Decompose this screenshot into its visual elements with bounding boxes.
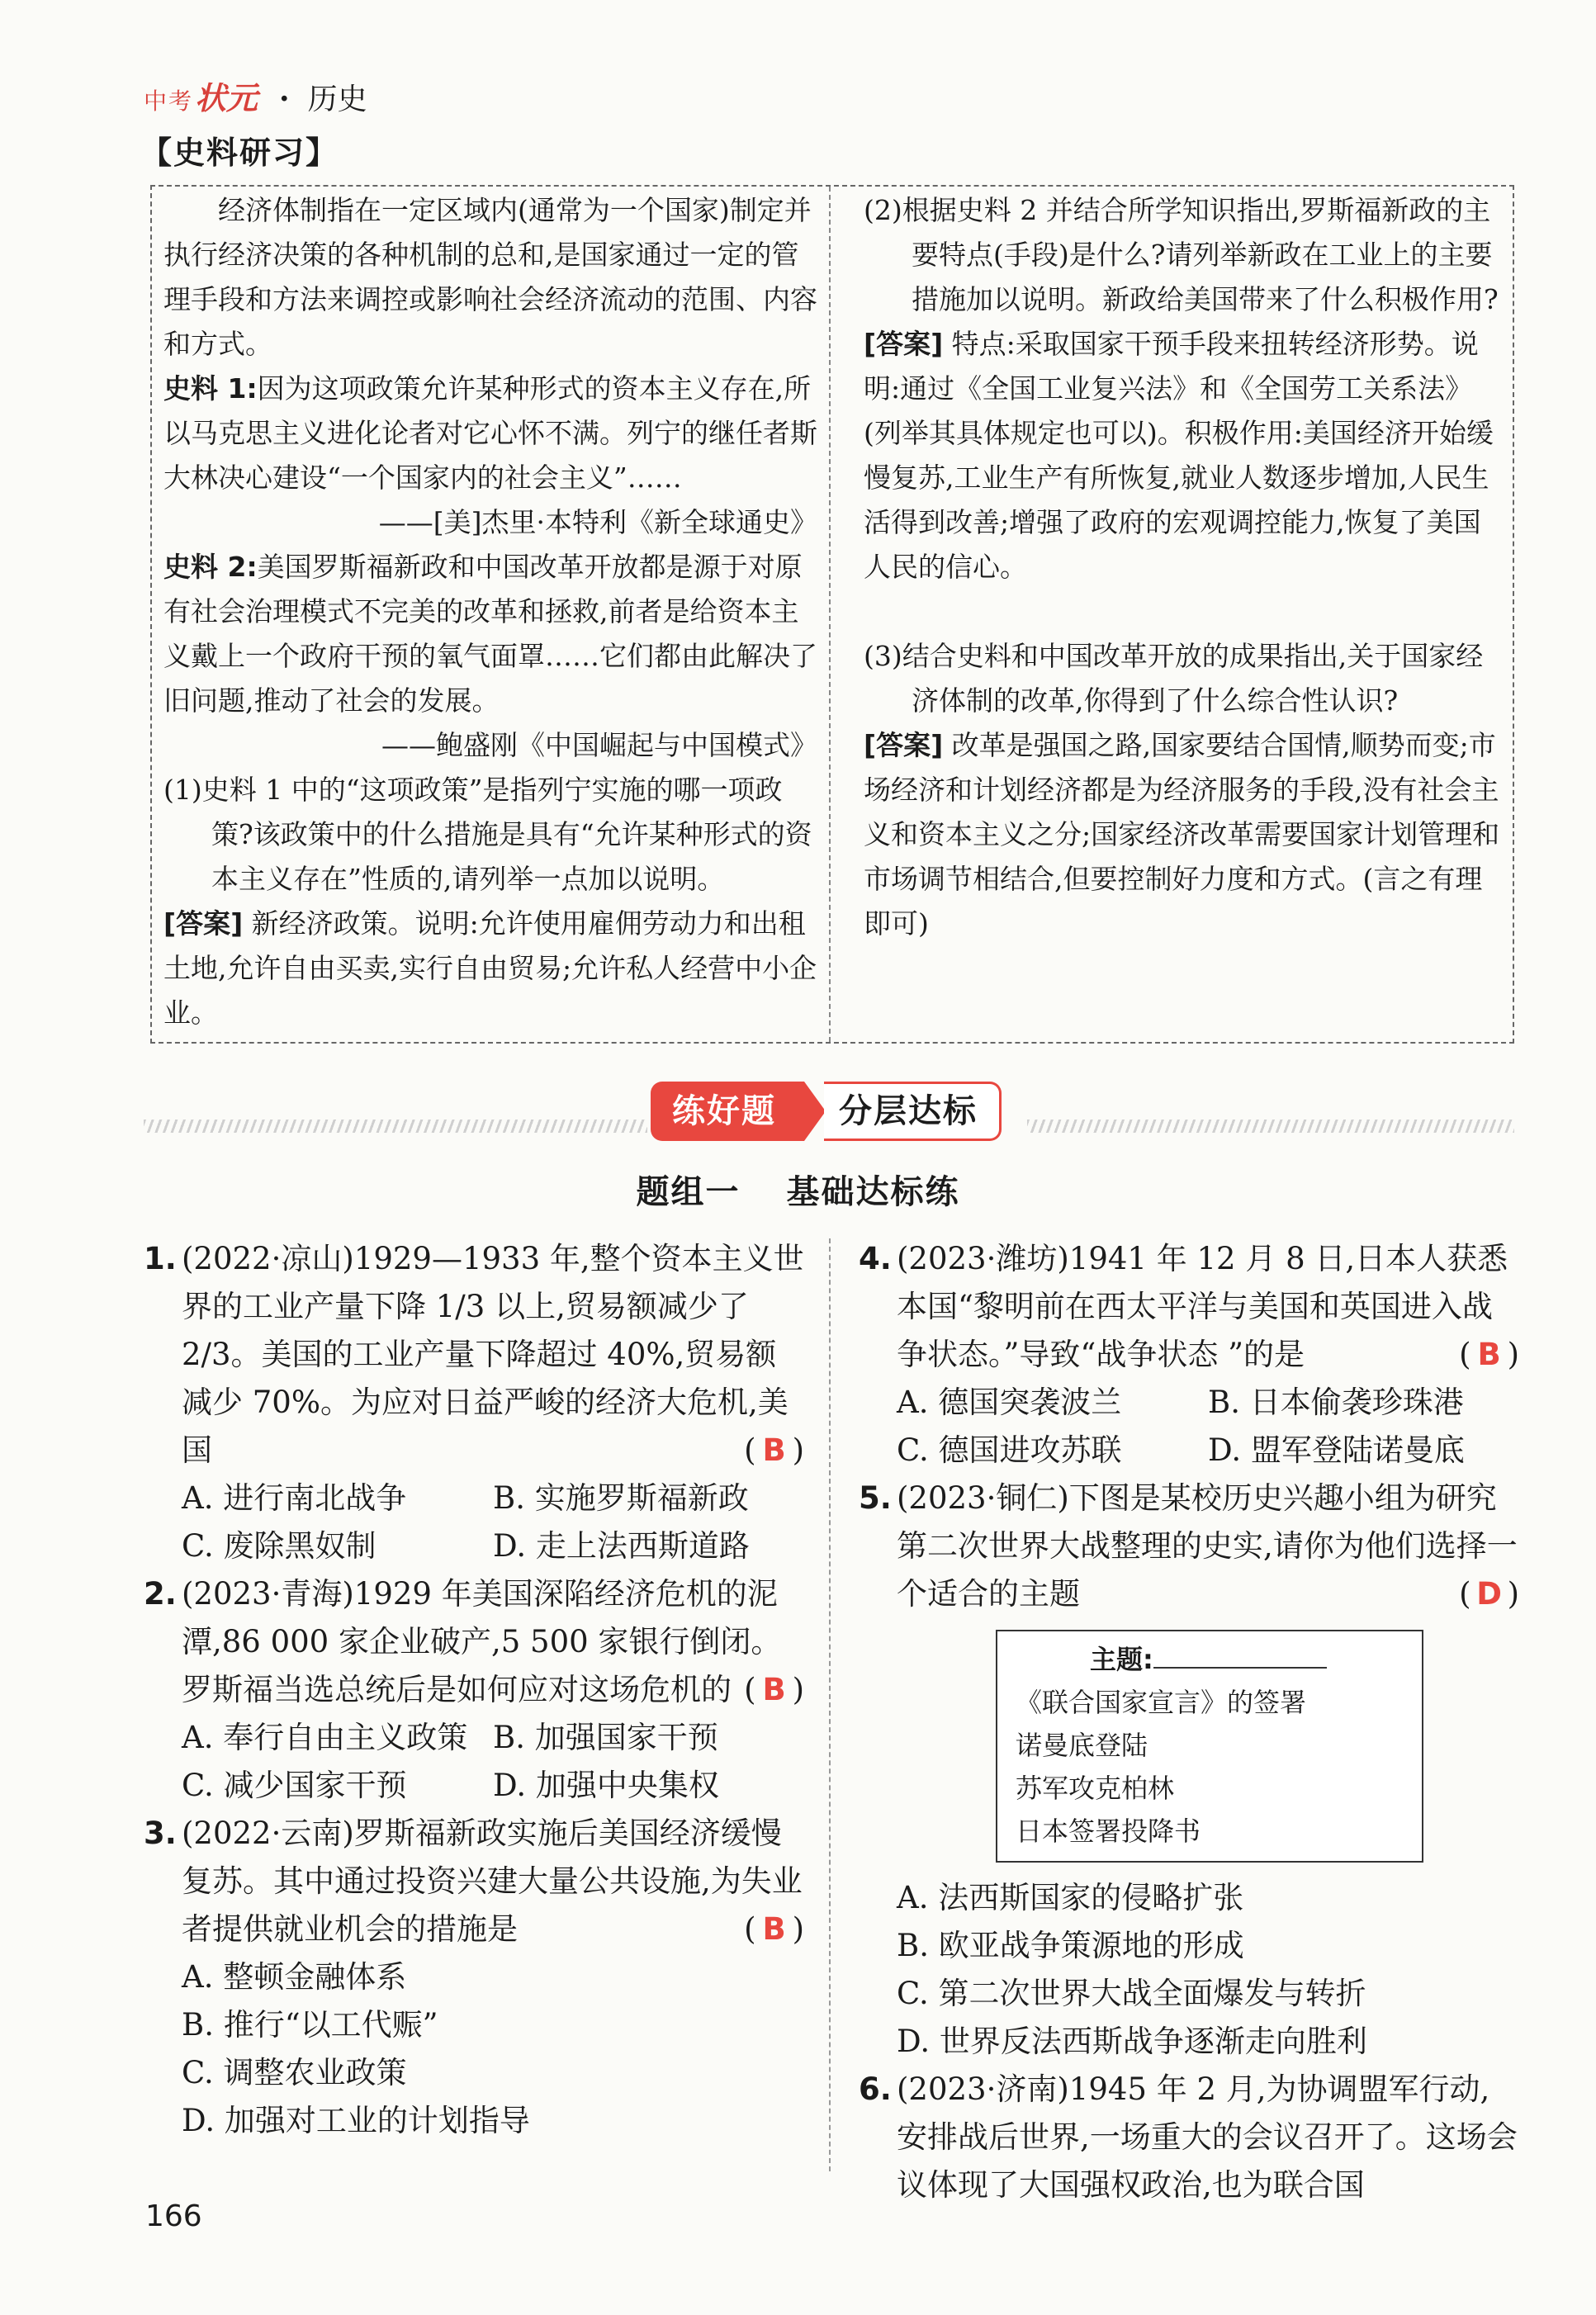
brand-small: 中考 — [144, 88, 194, 115]
option: B. 实施罗斯福新政 — [493, 1480, 749, 1516]
subject-title: 历史 — [307, 83, 367, 116]
brand-logo: 状元 — [195, 80, 258, 116]
theme-item: 日本签署投降书 — [1016, 1816, 1201, 1847]
question-3: (3)结合史料和中国改革开放的成果指出,关于国家经济体制的改革,你得到了什么综合性认识? — [864, 640, 1484, 717]
option: D. 走上法西斯道路 — [493, 1528, 750, 1564]
material-2-text: 美国罗斯福新政和中国改革开放都是源于对原有社会治理模式不完美的改革和拯救,前者是给资本主义戴上一个政府干预的氧气面罩……它们都由此解决了旧问题,推动了社会的发展。 — [163, 551, 817, 717]
material-1-label: 史料 1: — [163, 372, 258, 405]
option: B. 欧亚战争策源地的形成 — [897, 1928, 1244, 1963]
options — [859, 1874, 1519, 2066]
group-title — [0, 1166, 1596, 1213]
question-number: 6. — [859, 2071, 892, 2107]
question-number: 1. — [144, 1241, 177, 1276]
answer-tag: [答案] — [163, 907, 244, 940]
option: C. 减少国家干预 — [182, 1768, 407, 1803]
options — [144, 1714, 804, 1810]
theme-item: 诺曼底登陆 — [1016, 1730, 1148, 1761]
question-text: (2023·潍坊)1941 年 12 月 8 日,日本人获悉本国“黎明前在西太平洋与美国和英国进入战争状态。”导致“战争状态 ”的是 — [897, 1241, 1508, 1372]
question-item — [859, 1475, 1519, 1618]
theme-item: 《联合国家宣言》的签署 — [1016, 1687, 1307, 1718]
option: A. 法西斯国家的侵略扩张 — [897, 1880, 1244, 1915]
answer-3 — [864, 723, 1506, 946]
options — [859, 1379, 1519, 1475]
answer-slot: ( B ) — [744, 1666, 804, 1714]
option: C. 调整农业政策 — [182, 2055, 407, 2090]
answer-letter: B — [762, 1672, 786, 1707]
answer-letter: B — [1477, 1337, 1501, 1372]
page-header — [144, 73, 367, 118]
answer-2-text: 特点:采取国家干预手段来扭转经济形势。说明:通过《全国工业复兴法》和《全国劳工关系法》(列举其具体规定也可以)。积极作用:美国经济开始缓慢复苏,工业生产有所恢复,就业人数逐步增加,人民生活得到改善;增强了政府的宏观调控能力,恢复了美国人民的信心。 — [864, 328, 1494, 583]
answer-letter: D — [1476, 1576, 1502, 1612]
option: C. 第二次世界大战全面爆发与转折 — [897, 1976, 1366, 2011]
question-1: (1)史料 1 中的“这项政策”是指列宁实施的哪一项政策?该政策中的什么措施是具有“允许某种形式的资本主义存在”性质的,请列举一点加以说明。 — [163, 774, 812, 895]
answer-1 — [163, 902, 817, 1035]
practice-banner — [651, 1080, 1002, 1143]
question-number: 4. — [859, 1241, 892, 1276]
question-text: (2023·青海)1929 年美国深陷经济危机的泥潭,86 000 家企业破产,5 500 家银行倒闭。罗斯福当选总统后是如何应对这场危机的 — [182, 1576, 782, 1707]
answer-slot: ( B ) — [744, 1905, 804, 1953]
answer-slot: ( D ) — [1459, 1570, 1519, 1618]
page-number: 166 — [145, 2199, 202, 2233]
decorative-stripe-right — [1027, 1120, 1514, 1133]
question-number: 5. — [859, 1480, 892, 1516]
question-text: (2022·凉山)1929—1933 年,整个资本主义世界的工业产量下降 1/3 以上,贸易额减少了 2/3。美国的工业产量下降超过 40%,贸易额减少 70%。为应对日益严峻的经济大危机,美国 — [182, 1241, 804, 1468]
question-item — [144, 1570, 804, 1714]
questions-left-column — [144, 1235, 804, 2145]
question-text: (2023·济南)1945 年 2 月,为协调盟军行动,安排战后世界,一场重大的会议召开了。这场会议体现了大国强权政治,也为联合国 — [897, 2071, 1518, 2203]
question-item — [144, 1235, 804, 1475]
option: A. 德国突袭波兰 — [897, 1385, 1122, 1420]
answer-letter: B — [762, 1432, 786, 1468]
option: A. 进行南北战争 — [182, 1480, 407, 1516]
answer-1-text: 新经济政策。说明:允许使用雇佣劳动力和出租土地,允许自由买卖,实行自由贸易;允许私人经营中小企业。 — [163, 907, 817, 1029]
questions-column-divider — [829, 1238, 831, 2171]
questions-right-column — [859, 1235, 1519, 2209]
option: D. 加强对工业的计划指导 — [182, 2103, 530, 2138]
header-dot: · — [279, 82, 290, 116]
material-1-text: 因为这项政策允许某种形式的资本主义存在,所以马克思主义进化论者对它心怀不满。列宁的继任者斯大林决心建设“一个国家内的社会主义”…… — [163, 372, 817, 494]
question-item — [144, 1810, 804, 1953]
answer-tag: [答案] — [864, 328, 944, 360]
option: C. 废除黑奴制 — [182, 1528, 377, 1564]
question-number: 2. — [144, 1576, 177, 1612]
option: D. 加强中央集权 — [493, 1768, 719, 1803]
research-right-column — [864, 188, 1506, 946]
option: D. 盟军登陆诺曼底 — [1208, 1432, 1465, 1468]
theme-box — [996, 1630, 1423, 1863]
option: A. 整顿金融体系 — [182, 1959, 407, 1995]
section-label: 【史料研习】 — [140, 135, 339, 171]
group-title-part2: 基础达标练 — [786, 1173, 960, 1211]
option: C. 德国进攻苏联 — [897, 1432, 1122, 1468]
question-text: (2022·云南)罗斯福新政实施后美国经济缓慢复苏。其中通过投资兴建大量公共设施,为失业者提供就业机会的措施是 — [182, 1816, 803, 1947]
material-2-source: ——鲍盛刚《中国崛起与中国模式》 — [381, 729, 817, 761]
option: B. 加强国家干预 — [493, 1720, 718, 1755]
option: A. 奉行自由主义政策 — [182, 1720, 468, 1755]
banner-right-label: 分层达标 — [824, 1082, 1002, 1141]
question-item — [859, 2066, 1519, 2209]
answer-slot: ( B ) — [744, 1427, 804, 1475]
answer-3-text: 改革是强国之路,国家要结合国情,顺势而变;市场经济和计划经济都是为经济服务的手段,没有社会主义和资本主义之分;国家经济改革需要国家计划管理和市场调节相结合,但要控制好力度和方式。(言之有理即可) — [864, 729, 1500, 940]
option: B. 日本偷袭珍珠港 — [1208, 1385, 1464, 1420]
intro-text: 经济体制指在一定区域内(通常为一个国家)制定并执行经济决策的各种机制的总和,是国家通过一定的管理手段和方法来调控或影响社会经济流动的范围、内容和方式。 — [163, 194, 817, 360]
theme-blank-line — [1153, 1639, 1327, 1669]
group-title-part1: 题组一 — [636, 1173, 741, 1211]
decorative-stripe-left — [144, 1120, 647, 1133]
material-2-label: 史料 2: — [163, 551, 258, 583]
theme-heading: 主题: — [1016, 1638, 1404, 1681]
answer-tag: [答案] — [864, 729, 944, 761]
material-2 — [163, 545, 817, 723]
answer-letter: B — [762, 1911, 786, 1947]
banner-left-label: 练好题 — [651, 1082, 804, 1141]
material-1 — [163, 367, 817, 500]
material-1-source: ——[美]杰里·本特利《新全球通史》 — [378, 506, 817, 538]
options — [144, 1953, 804, 2145]
options — [144, 1475, 804, 1570]
question-number: 3. — [144, 1816, 177, 1851]
research-left-column — [163, 188, 817, 1035]
option: B. 推行“以工代赈” — [182, 2007, 438, 2043]
column-divider — [829, 187, 831, 1042]
question-2: (2)根据史料 2 并结合所学知识指出,罗斯福新政的主要特点(手段)是什么?请列举新政在工业上的主要措施加以说明。新政给美国带来了什么积极作用? — [864, 194, 1499, 315]
option: D. 世界反法西斯战争逐渐走向胜利 — [897, 2024, 1367, 2059]
answer-2 — [864, 322, 1506, 589]
question-text: (2023·铜仁)下图是某校历史兴趣小组为研究第二次世界大战整理的史实,请你为他们选择一个适合的主题 — [897, 1480, 1518, 1612]
banner-arrow-icon — [804, 1082, 826, 1141]
answer-slot: ( B ) — [1459, 1331, 1519, 1379]
question-item — [859, 1235, 1519, 1379]
theme-item: 苏军攻克柏林 — [1016, 1773, 1175, 1804]
